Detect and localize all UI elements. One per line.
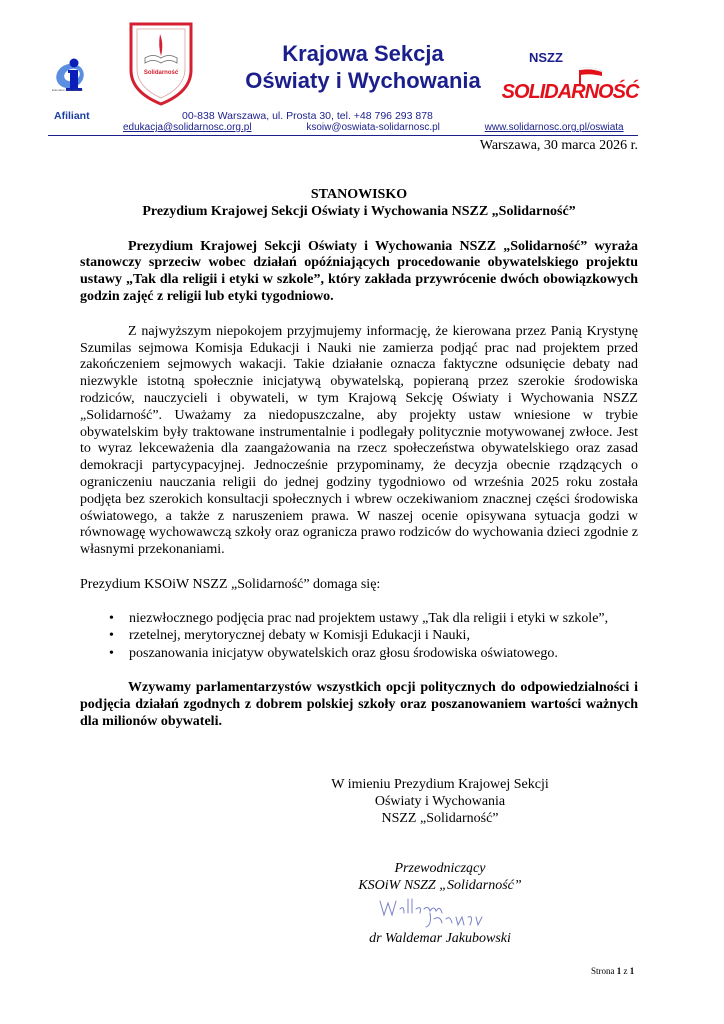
solidarnosc-logo <box>501 60 639 105</box>
on-behalf-line: NSZZ „Solidarność” <box>381 811 499 826</box>
affiliate-logo-caption: Education International <box>52 88 83 92</box>
appeal-paragraph: Wzywamy parlamentarzystów wszystkich opcji politycznych do odpowiedzialności i podjęcia działań zgodnych z dobrem polskiej szkoły oraz poszanowaniem wartości ważnych dla milionów obywateli. <box>80 680 638 729</box>
organization-title-line2: Oświaty i Wychowania <box>245 68 481 93</box>
organization-title <box>218 40 508 94</box>
page-current: 1 <box>616 966 622 976</box>
demand-text: niezwłocznego podjęcia prac nad projektem ustawy „Tak dla religii i etyki w szkole”, <box>129 610 609 626</box>
page-total: 1 <box>629 966 635 976</box>
page-number <box>591 966 634 976</box>
bullet-icon: • <box>109 628 114 644</box>
role-line: KSOiW NSZZ „Solidarność” <box>358 878 522 893</box>
education-international-logo <box>52 48 94 104</box>
page-prefix: Strona <box>591 966 615 976</box>
page-sep: z <box>623 966 628 976</box>
on-behalf-line: Oświaty i Wychowania <box>374 794 506 809</box>
demand-item <box>109 645 638 663</box>
bullet-icon: • <box>109 610 114 626</box>
organization-title-line1: Krajowa Sekcja <box>282 41 444 66</box>
demand-item <box>109 627 638 645</box>
document-subtitle: Prezydium Krajowej Sekcji Oświaty i Wychowania NSZZ „Solidarność” <box>142 203 576 219</box>
nszz-label: NSZZ <box>529 50 563 65</box>
document-title: STANOWISKO <box>310 187 408 202</box>
bullet-icon: • <box>109 645 114 661</box>
contact-links <box>123 122 624 133</box>
email-link-edukacja[interactable]: edukacja@solidarnosc.org.pl <box>123 122 252 133</box>
email-link-ksoiw[interactable]: ksoiw@oswiata-solidarnosc.pl <box>306 122 440 133</box>
section-shield-logo <box>127 20 195 106</box>
handwritten-signature <box>370 895 510 933</box>
demand-text: rzetelnej, merytorycznej debaty w Komisji Edukacji i Nauki, <box>129 628 470 644</box>
signer-name: dr Waldemar Jakubowski <box>369 931 511 946</box>
demand-item <box>109 610 638 628</box>
on-behalf-block <box>300 776 580 827</box>
document-date: Warszawa, 30 marca 2026 r. <box>479 138 638 153</box>
on-behalf-line: W imieniu Prezydium Krajowej Sekcji <box>331 777 549 792</box>
role-line: Przewodniczący <box>394 861 486 876</box>
demands-list <box>80 610 638 663</box>
affiliate-label: Afiliant <box>54 110 90 122</box>
demands-intro: Prezydium KSOiW NSZZ „Solidarność” domaga się: <box>80 576 381 592</box>
demand-text: poszanowania inicjatyw obywatelskich oraz głosu środowiska oświatowego. <box>129 645 558 661</box>
website-link[interactable]: www.solidarnosc.org.pl/oswiata <box>484 122 624 133</box>
svg-text:SOLIDARNOŚĆ: SOLIDARNOŚĆ <box>501 81 639 103</box>
body-paragraph: Z najwyższym niepokojem przyjmujemy informację, że kierowana przez Panią Krystynę Szumilas sejmowa Komisja Edukacji i Nauki nie zamierza podjąć prac nad projektem przed zakończeniem sejmowych wakacji. Takie działanie oznacza faktyczne odsunięcie debaty nad niezwykle istotną społecznie inicjatywą obywatelską, popieraną przez szerokie środowiska rodziców, nauczycieli i obywateli, w tym Krajową Sekcję Oświaty i Wychowania NSZZ „Solidarność”. Uważamy za niedopuszczalne, aby projekty ustaw wniesione w trybie obywatelskim były traktowane instrumentalnie i podlegały politycznie motywowanej zwłoce. Jest to wyraz lekceważenia dla zaangażowania na rzecz społeczeństwa obywatelskiego oraz zasad demokracji partycypacyjnej. Jednocześnie przypominamy, że decyzja obecnie rządzących o ograniczeniu nauczania religii do jednej godziny tygodniowo od września 2025 roku została podjęta bez szerokich konsultacji społecznych i wbrew oczekiwaniom znacznej części środowiska oświatowego, a także z naruszeniem prawa. W naszej ocenie opisywana sytuacja godzi w równowagę wychowawczą szkoły oraz ogranicza prawo rodziców do wychowania dzieci zgodnie z własnymi przekonaniami. <box>80 323 638 558</box>
chair-role-block <box>320 860 560 894</box>
document-body <box>80 187 638 731</box>
postal-address: 00-838 Warszawa, ul. Prosta 30, tel. +48 796 293 878 <box>182 110 433 122</box>
svg-text:Solidarność: Solidarność <box>143 70 179 76</box>
lead-paragraph: Prezydium Krajowej Sekcji Oświaty i Wychowania NSZZ „Solidarność” wyraża stanowczy sprzeciw wobec działań opóźniających procedowanie obywatelskiego projektu ustawy „Tak dla religii i etyki w szkole”, który zakłada przywrócenie dwóch obowiązkowych godzin zajęć z religii lub etyki tygodniowo. <box>80 238 638 304</box>
header-divider <box>48 135 638 136</box>
